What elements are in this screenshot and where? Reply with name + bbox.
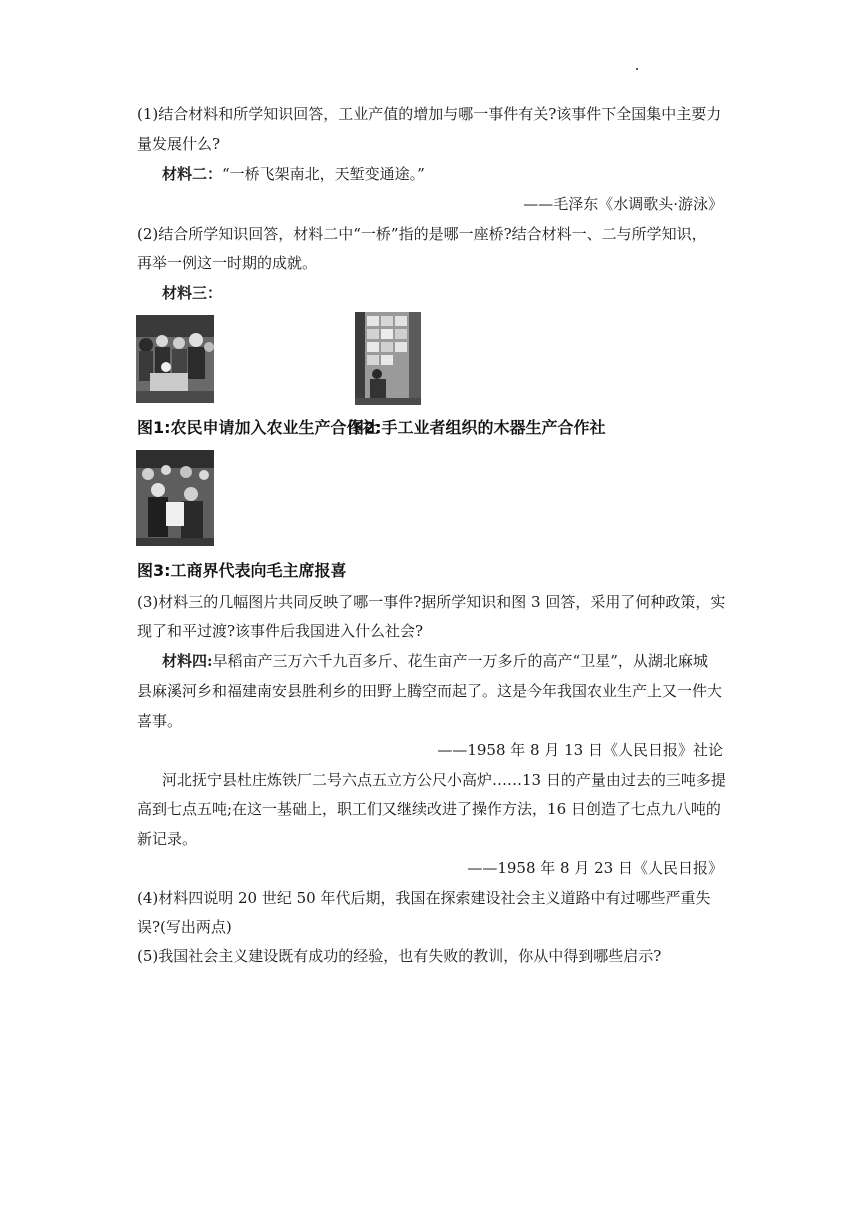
material-4-paragraph-2-line-3: 新记录。 [137,830,198,848]
material-4-paragraph-2-line-1: 河北抚宁县杜庄炼铁厂二号六点五立方公尺小高炉……13 日的产量由过去的三吨多提 [162,771,726,789]
material-2-text: “一桥飞架南北，天堑变通途。” [222,165,425,183]
question-2-line-1: (2)结合所学知识回答，材料二中“一桥”指的是哪一座桥?结合材料一、二与所学知识， [137,225,707,243]
page-mark [636,68,638,70]
material-3-label: 材料三： [162,284,223,302]
question-2-line-2: 再举一例这一时期的成就。 [137,254,318,272]
material-4-source-2: ——1958 年 8 月 23 日《人民日报》 [467,859,723,877]
caption-figure-1: 图1:农民申请加入农业生产合作社 [137,418,379,437]
photo-handicraft-cooperative [355,312,421,405]
photo-business-representatives [136,450,214,546]
question-3-line-2: 现了和平过渡?该事件后我国进入什么社会? [137,622,424,640]
material-4-paragraph-1-line-1 [162,651,708,671]
material-2-label: 材料二： [162,165,223,183]
material-4-paragraph-1-line-3: 喜事。 [137,712,183,730]
material-4-label: 材料四: [162,652,213,670]
photo-farmers-cooperative [136,315,214,403]
material-4-text: 早稻亩产三万六千九百多斤、花生亩产一万多斤的高产“卫星”，从湖北麻城 [212,652,708,670]
question-5-line-1: (5)我国社会主义建设既有成功的经验，也有失败的教训，你从中得到哪些启示? [137,947,662,965]
material-4-paragraph-1-line-2: 县麻溪河乡和福建南安县胜利乡的田野上腾空而起了。这是今年我国农业生产上又一件大 [137,682,723,700]
question-1-line-2: 量发展什么? [137,135,221,153]
material-2-source: ——毛泽东《水调歌头·游泳》 [523,195,723,213]
question-3-line-1: (3)材料三的几幅图片共同反映了哪一事件?据所学知识和图 3 回答，采用了何种政策，实 [137,593,726,611]
material-2 [162,164,425,184]
material-4-paragraph-2-line-2: 高到七点五吨;在这一基础上，职工们又继续改进了操作方法，16 日创造了七点九八吨的 [137,800,721,818]
caption-figure-2: 图2:手工业者组织的木器生产合作社 [348,418,606,437]
material-4-source-1: ——1958 年 8 月 13 日《人民日报》社论 [437,741,723,759]
question-4-line-1: (4)材料四说明 20 世纪 50 年代后期，我国在探索建设社会主义道路中有过哪些严重失 [137,889,711,907]
question-4-line-2: 误?(写出两点) [137,918,232,936]
caption-figure-3: 图3:工商界代表向毛主席报喜 [137,561,347,580]
question-1-line-1: (1)结合材料和所学知识回答，工业产值的增加与哪一事件有关?该事件下全国集中主要力 [137,105,722,123]
